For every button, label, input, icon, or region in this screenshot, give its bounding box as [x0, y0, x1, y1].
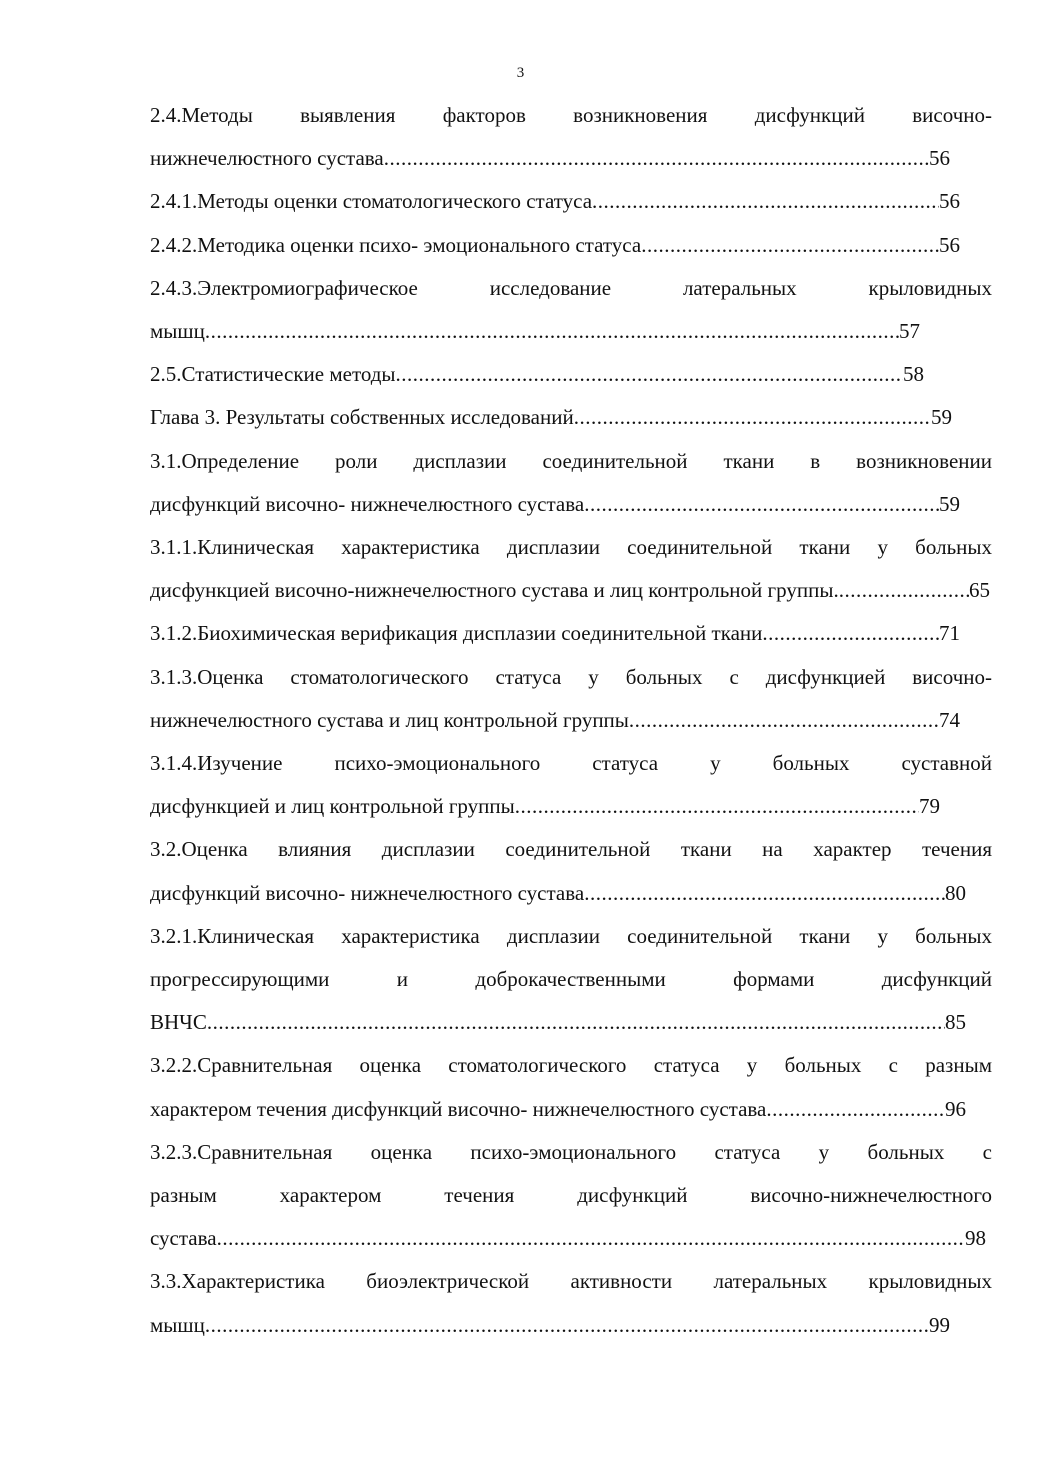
toc-dot-leader: [396, 353, 903, 396]
toc-entry-line: 3.1.4.Изучение психо-эмоционального статуса у больных суставной: [150, 751, 992, 776]
toc-dot-leader: [574, 396, 931, 439]
toc-entry-line: 3.1.1.Клиническая характеристика дисплазии соединительной ткани у больных: [150, 535, 992, 560]
toc-page-number: 56: [929, 146, 950, 171]
toc-dot-leader: [766, 1088, 945, 1131]
page-number: 3: [516, 65, 525, 81]
toc-page-number: 80: [945, 880, 966, 905]
toc-dot-leader: [641, 224, 939, 267]
toc-entry: [150, 94, 992, 180]
toc-entry-title: ВНЧС: [150, 1010, 207, 1035]
toc-entry-line: 3.2.3.Сравнительная оценка психо-эмоционального статуса у больных с: [150, 1139, 992, 1164]
toc-entry-last-line: [150, 872, 992, 915]
toc-entry-line: 2.4.3.Электромиографическое исследование латеральных крыловидных: [150, 275, 992, 300]
toc-page-number: 99: [929, 1312, 950, 1337]
toc-entry-title: Глава 3. Результаты собственных исследований: [150, 405, 574, 430]
toc-entry-line: 3.2.Оценка влияния дисплазии соединительной ткани на характер течения: [150, 837, 992, 862]
toc-page-number: 74: [939, 707, 960, 732]
toc-entry-title: дисфункцией и лиц контрольной группы: [150, 794, 515, 819]
toc-entry-title: сустава: [150, 1226, 217, 1251]
toc-dot-leader: [384, 137, 929, 180]
toc-entry: [150, 224, 992, 267]
toc-entry: [150, 267, 992, 353]
toc-entry: [150, 180, 992, 223]
toc-dot-leader: [207, 1001, 945, 1044]
toc-entry: [150, 1131, 992, 1261]
toc-entry-line: 3.3.Характеристика биоэлектрической активности латеральных крыловидных: [150, 1269, 992, 1294]
toc-entry-last-line: [150, 1304, 992, 1347]
toc-dot-leader: [629, 699, 939, 742]
toc-entry: [150, 526, 992, 612]
toc-entry-last-line: [150, 310, 992, 353]
toc-entry-last-line: [150, 483, 992, 526]
toc-entry: [150, 656, 992, 742]
toc-entry-last-line: [150, 785, 992, 828]
toc-dot-leader: [584, 483, 939, 526]
toc-entry-last-line: [150, 1088, 992, 1131]
toc-dot-leader: [205, 310, 899, 353]
toc-entry: [150, 1044, 992, 1130]
toc-entry-title: 2.4.1.Методы оценки стоматологического статуса: [150, 189, 593, 214]
toc-entry-last-line: [150, 1217, 992, 1260]
toc-dot-leader: [592, 180, 939, 223]
toc-entry-title: 2.4.2.Методика оценки психо- эмоционального статуса: [150, 232, 642, 257]
toc-page-number: 57: [899, 319, 920, 344]
toc-entry-title: 3.1.2.Биохимическая верификация дисплазии соединительной ткани: [150, 621, 763, 646]
toc-entry: [150, 396, 992, 439]
toc-entry: [150, 915, 992, 1045]
toc-entry-line: разным характером течения дисфункций височно-нижнечелюстного: [150, 1183, 992, 1208]
toc-entry-title: 2.5.Статистические методы: [150, 362, 396, 387]
toc-dot-leader: [839, 569, 969, 612]
toc-page-number: 71: [939, 621, 960, 646]
toc-page-number: 96: [945, 1096, 966, 1121]
toc-entry: [150, 353, 992, 396]
toc-entry-last-line: [150, 1001, 992, 1044]
toc-entry-line: 3.1.Определение роли дисплазии соединительной ткани в возникновении: [150, 448, 992, 473]
toc-entry: [150, 440, 992, 526]
toc-entry-title: нижнечелюстного сустава: [150, 146, 384, 171]
toc-page-number: 56: [939, 189, 960, 214]
toc-entry-title: мышц: [150, 1312, 205, 1337]
toc-page-number: 56: [939, 232, 960, 257]
toc-dot-leader: [217, 1217, 965, 1260]
toc-entry-title: характером течения дисфункций височно- нижнечелюстного сустава: [150, 1096, 767, 1121]
toc-entry-last-line: [150, 612, 992, 655]
toc-page-number: 98: [965, 1226, 986, 1251]
toc-entry-title: дисфункцией височно-нижнечелюстного сустава и лиц контрольной группы.: [150, 578, 839, 603]
toc-entry: [150, 1260, 992, 1346]
toc-entry: [150, 828, 992, 914]
table-of-contents: [150, 94, 992, 1347]
toc-dot-leader: [584, 872, 945, 915]
toc-entry-title: нижнечелюстного сустава и лиц контрольной группы: [150, 707, 629, 732]
toc-entry: [150, 742, 992, 828]
toc-dot-leader: [515, 785, 919, 828]
toc-entry-last-line: [150, 224, 992, 267]
toc-entry-line: прогрессирующими и доброкачественными формами дисфункций: [150, 967, 992, 992]
toc-entry-last-line: [150, 180, 992, 223]
toc-entry-line: 3.2.1.Клиническая характеристика дисплазии соединительной ткани у больных: [150, 923, 992, 948]
toc-entry-last-line: [150, 137, 992, 180]
toc-entry-last-line: [150, 396, 992, 439]
toc-entry-last-line: [150, 699, 992, 742]
toc-entry-title: дисфункций височно- нижнечелюстного сустава: [150, 491, 585, 516]
toc-entry-line: 2.4.Методы выявления факторов возникновения дисфункций височно-: [150, 103, 992, 127]
toc-page-number: 79: [919, 794, 940, 819]
toc-page-number: 58: [903, 362, 924, 387]
toc-entry-line: 3.2.2.Сравнительная оценка стоматологического статуса у больных с разным: [150, 1053, 992, 1078]
toc-page-number: 59: [931, 405, 952, 430]
toc-entry: [150, 612, 992, 655]
toc-entry-title: мышц: [150, 319, 205, 344]
toc-page-number: 85: [945, 1010, 966, 1035]
toc-entry-line: 3.1.3.Оценка стоматологического статуса у больных с дисфункцией височно-: [150, 664, 992, 689]
toc-page-number: 59: [939, 491, 960, 516]
toc-dot-leader: [762, 612, 939, 655]
toc-entry-last-line: [150, 353, 992, 396]
toc-entry-last-line: [150, 569, 992, 612]
toc-page-number: 65: [969, 578, 990, 603]
toc-dot-leader: [205, 1304, 929, 1347]
toc-entry-title: дисфункций височно- нижнечелюстного сустава: [150, 880, 585, 905]
